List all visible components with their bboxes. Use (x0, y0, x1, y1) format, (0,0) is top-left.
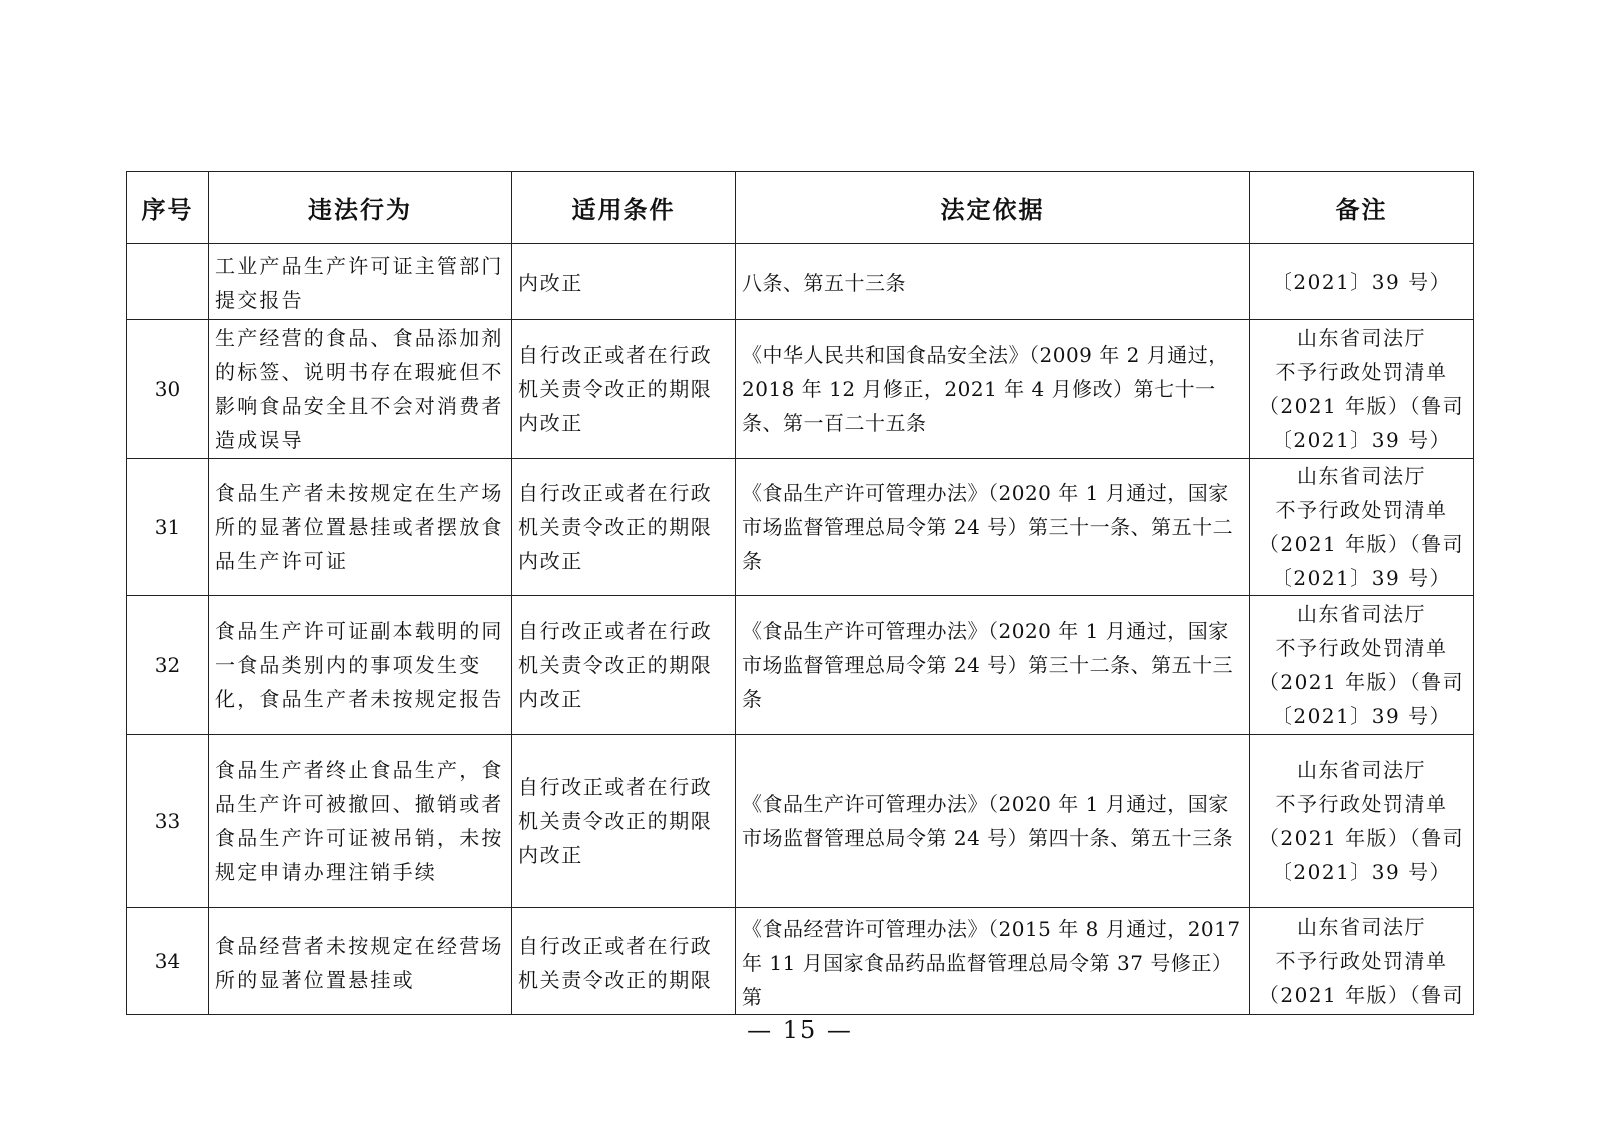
row-condition: 内改正 (512, 244, 736, 320)
row-legal-basis: 《食品生产许可管理办法》（2020 年 1 月通过，国家市场监督管理总局令第 24 号）第四十条、第五十三条 (736, 735, 1250, 908)
row-condition: 自行改正或者在行政机关责令改正的期限内改正 (512, 596, 736, 735)
row-serial-no: 31 (127, 459, 209, 596)
row-violation: 食品生产者终止食品生产，食品生产许可被撤回、撤销或者食品生产许可证被吊销，未按规定申请办理注销手续 (209, 735, 512, 908)
row-remarks: 山东省司法厅 不予行政处罚清单 （2021 年版）（鲁司 〔2021〕39 号） (1250, 735, 1474, 908)
table-row (127, 908, 1474, 1015)
row-condition: 自行改正或者在行政机关责令改正的期限内改正 (512, 735, 736, 908)
row-legal-basis: 八条、第五十三条 (736, 244, 1250, 320)
table-row (127, 459, 1474, 596)
row-violation: 食品生产许可证副本载明的同一食品类别内的事项发生变化，食品生产者未按规定报告 (209, 596, 512, 735)
row-remarks: 山东省司法厅 不予行政处罚清单 （2021 年版）（鲁司 (1250, 908, 1474, 1015)
row-violation: 食品经营者未按规定在经营场所的显著位置悬挂或 (209, 908, 512, 1015)
row-serial-no (127, 244, 209, 320)
header-remarks: 备注 (1250, 172, 1474, 244)
row-legal-basis: 《中华人民共和国食品安全法》（2009 年 2 月通过，2018 年 12 月修正，2021 年 4 月修改）第七十一条、第一百二十五条 (736, 320, 1250, 459)
header-serial-no: 序号 (127, 172, 209, 244)
row-remarks: 山东省司法厅 不予行政处罚清单 （2021 年版）（鲁司 〔2021〕39 号） (1250, 320, 1474, 459)
row-violation: 食品生产者未按规定在生产场所的显著位置悬挂或者摆放食品生产许可证 (209, 459, 512, 596)
row-remarks: 山东省司法厅 不予行政处罚清单 （2021 年版）（鲁司 〔2021〕39 号） (1250, 596, 1474, 735)
row-remarks: 山东省司法厅 不予行政处罚清单 （2021 年版）（鲁司 〔2021〕39 号） (1250, 459, 1474, 596)
table-row (127, 596, 1474, 735)
penalty-exemption-table (126, 171, 1474, 1015)
table-row (127, 244, 1474, 320)
header-violation: 违法行为 (209, 172, 512, 244)
row-remarks: 〔2021〕39 号） (1250, 244, 1474, 320)
row-serial-no: 32 (127, 596, 209, 735)
row-legal-basis: 《食品生产许可管理办法》（2020 年 1 月通过，国家市场监督管理总局令第 24 号）第三十一条、第五十二条 (736, 459, 1250, 596)
row-serial-no: 33 (127, 735, 209, 908)
row-violation: 生产经营的食品、食品添加剂的标签、说明书存在瑕疵但不影响食品安全且不会对消费者造成误导 (209, 320, 512, 459)
page-number: — 15 — (747, 1016, 853, 1044)
row-condition: 自行改正或者在行政机关责令改正的期限 (512, 908, 736, 1015)
row-serial-no: 30 (127, 320, 209, 459)
header-legal-basis: 法定依据 (736, 172, 1250, 244)
row-legal-basis: 《食品经营许可管理办法》（2015 年 8 月通过，2017 年 11 月国家食品药品监督管理总局令第 37 号修正）第 (736, 908, 1250, 1015)
row-condition: 自行改正或者在行政机关责令改正的期限内改正 (512, 320, 736, 459)
table-row (127, 735, 1474, 908)
row-legal-basis: 《食品生产许可管理办法》（2020 年 1 月通过，国家市场监督管理总局令第 24 号）第三十二条、第五十三条 (736, 596, 1250, 735)
table-header-row (127, 172, 1474, 244)
row-serial-no: 34 (127, 908, 209, 1015)
row-violation: 工业产品生产许可证主管部门提交报告 (209, 244, 512, 320)
row-condition: 自行改正或者在行政机关责令改正的期限内改正 (512, 459, 736, 596)
header-condition: 适用条件 (512, 172, 736, 244)
table-row (127, 320, 1474, 459)
